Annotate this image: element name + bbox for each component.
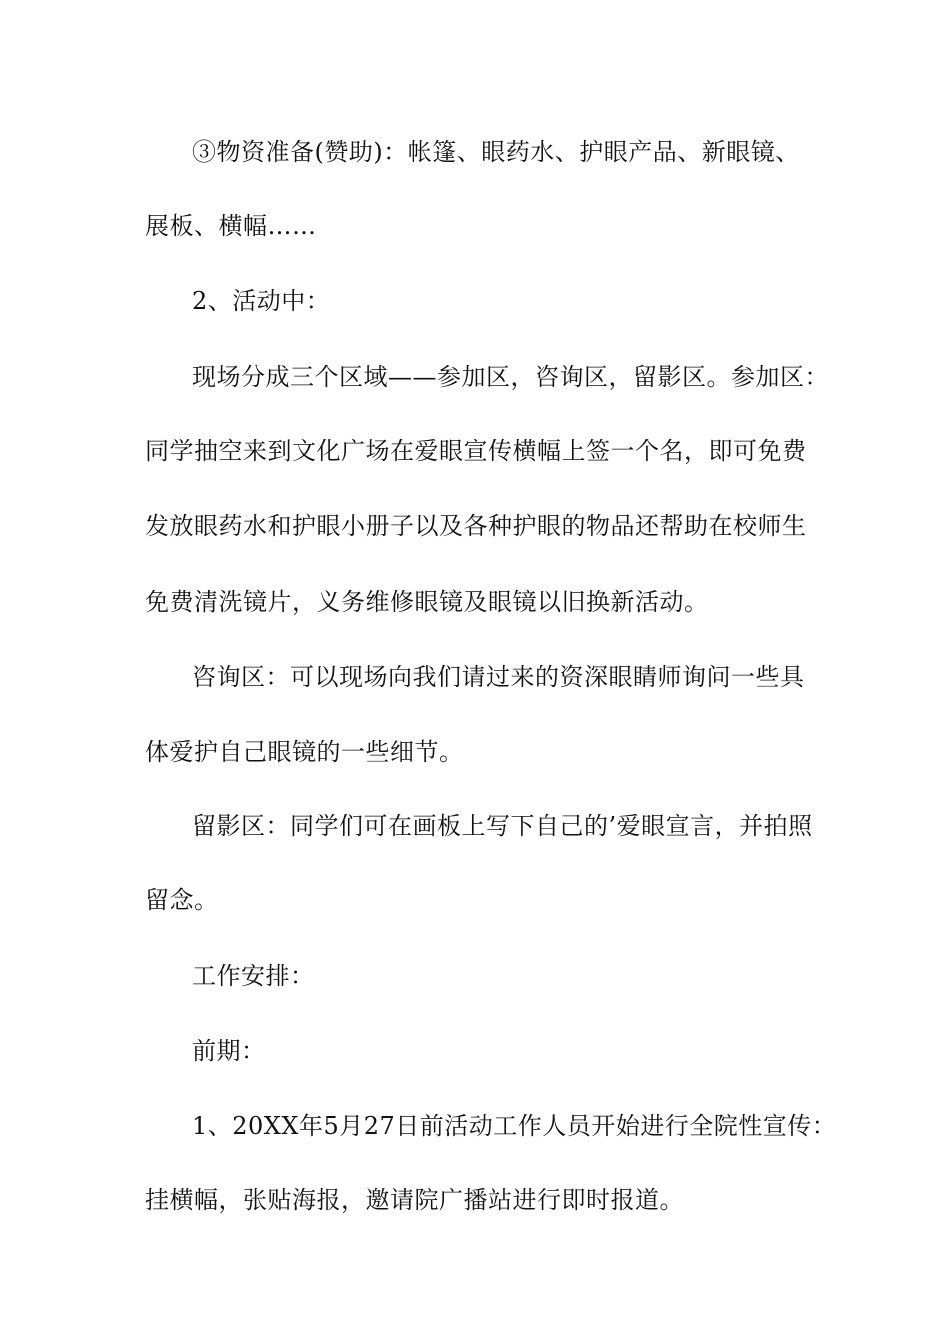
section-heading-early-stage: 前期： <box>192 1037 266 1065</box>
paragraph-line-materials-cont: 展板、横幅…… <box>145 212 317 240</box>
paragraph-line-photo-zone-cont: 留念。 <box>145 886 219 914</box>
paragraph-line-zones-cont-1: 同学抽空来到文化广场在爱眼宣传横幅上签一个名，即可免费 <box>145 437 807 465</box>
section-heading-work-arrangement: 工作安排： <box>192 962 315 990</box>
paragraph-line-consult-zone: 咨询区：可以现场向我们请过来的资深眼睛师询问一些具 <box>192 663 805 691</box>
paragraph-line-publicity: 1、20XX年5月27日前活动工作人员开始进行全院性宣传： <box>192 1112 837 1140</box>
paragraph-line-zones-cont-2: 发放眼药水和护眼小册子以及各种护眼的物品还帮助在校师生 <box>145 512 807 540</box>
paragraph-line-zones-cont-3: 免费清洗镜片，义务维修眼镜及眼镜以旧换新活动。 <box>145 588 709 616</box>
paragraph-line-photo-zone: 留影区：同学们可在画板上写下自己的’爱眼宣言，并拍照 <box>192 812 813 840</box>
section-heading-during-event: 2、活动中： <box>192 287 331 315</box>
paragraph-line-zones: 现场分成三个区域——参加区，咨询区，留影区。参加区： <box>192 363 829 391</box>
paragraph-line-consult-zone-cont: 体爱护自己眼镜的一些细节。 <box>145 738 464 766</box>
paragraph-line-publicity-cont: 挂横幅，张贴海报，邀请院广播站进行即时报道。 <box>145 1186 684 1214</box>
paragraph-line-materials: ③物资准备(赞助)：帐篷、眼药水、护眼产品、新眼镜、 <box>192 138 800 166</box>
